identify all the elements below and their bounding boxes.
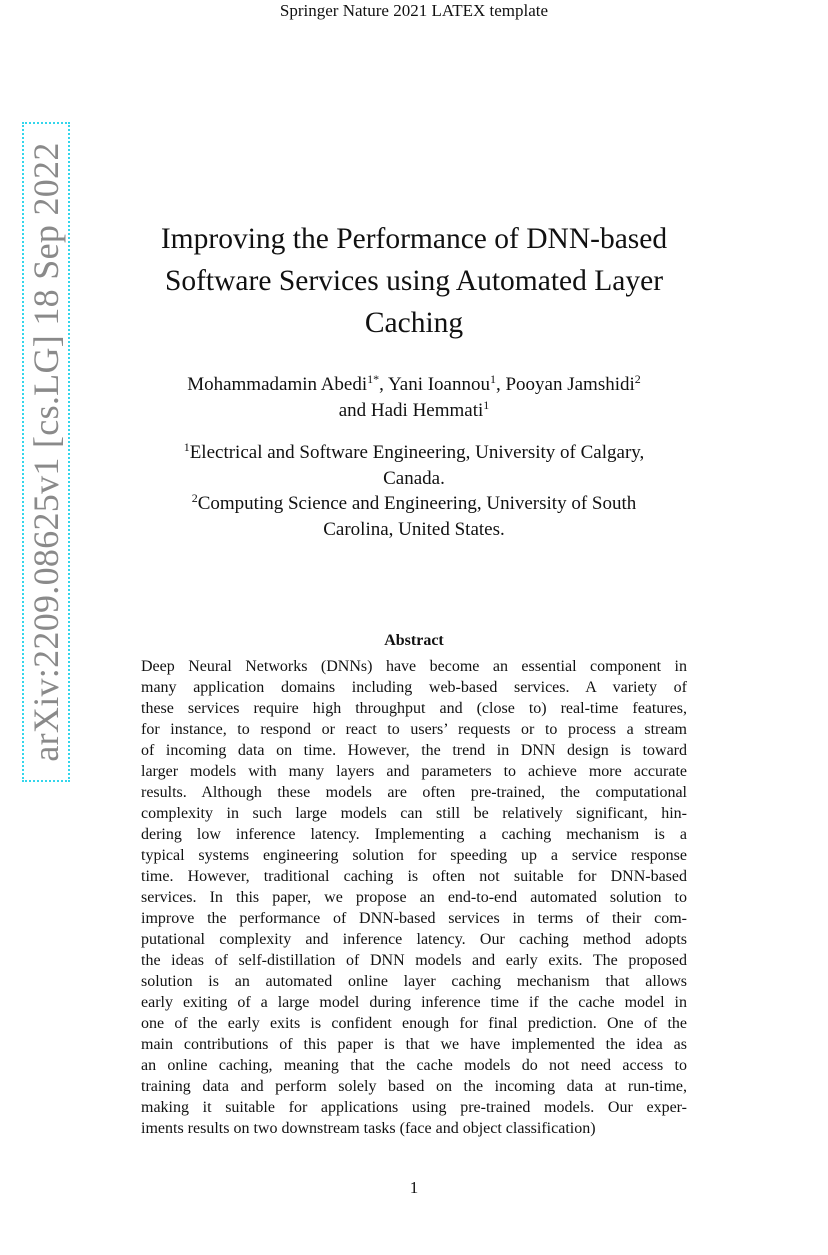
- abstract-line: complexity in such large models can still be relatively significant, hin-: [141, 805, 687, 822]
- affiliation-text: Electrical and Software Engineering, University of Calgary,: [189, 442, 645, 463]
- abstract-line: many application domains including web-based services. A variety of: [141, 679, 687, 696]
- paper-title: [110, 218, 718, 344]
- abstract-line: dering low inference latency. Implementing a caching mechanism is a: [141, 826, 687, 843]
- abstract-line: for instance, to respond or react to users’ requests or to process a stream: [141, 721, 687, 738]
- affiliation-text: Computing Science and Engineering, University of South: [197, 493, 637, 514]
- abstract-line: training data and perform solely based on the incoming data at run-time,: [141, 1078, 687, 1095]
- abstract-line: of incoming data on time. However, the trend in DNN design is toward: [141, 742, 687, 759]
- abstract-line: the ideas of self-distillation of DNN models and early exits. The proposed: [141, 952, 687, 969]
- author-affiliation-mark: 1: [483, 398, 490, 412]
- affiliation-line: [120, 440, 708, 466]
- arxiv-identifier: arXiv:2209.08625v1 [cs.LG] 18 Sep 2022: [26, 142, 66, 762]
- abstract-line: main contributions of this paper is that we have implemented the idea as: [141, 1036, 687, 1053]
- abstract-line: making it suitable for applications using pre-trained models. Our exper-: [141, 1099, 687, 1116]
- author-line: [100, 372, 728, 398]
- author-name: Mohammadamin Abedi: [187, 374, 368, 395]
- abstract-line: larger models with many layers and parameters to achieve more accurate: [141, 763, 687, 780]
- abstract-line: improve the performance of DNN-based services in terms of their com-: [141, 910, 687, 927]
- author-line: [100, 398, 728, 424]
- author-name: Yani Ioannou: [387, 374, 490, 395]
- abstract-line: Deep Neural Networks (DNNs) have become an essential component in: [141, 658, 687, 675]
- abstract-line: results. Although these models are often pre-trained, the computational: [141, 784, 687, 801]
- affiliation-mark: 1: [183, 440, 190, 454]
- abstract-heading: Abstract: [384, 632, 444, 649]
- page-number: 1: [409, 1178, 419, 1197]
- author-separator: ,: [495, 374, 506, 395]
- abstract-line: typical systems engineering solution for speeding up a service response: [141, 847, 687, 864]
- abstract-line: iments results on two downstream tasks (face and object classification): [141, 1120, 596, 1137]
- abstract-line: services. In this paper, we propose an end-to-end automated solution to: [141, 889, 687, 906]
- abstract-line: these services require high throughput and (close to) real-time features,: [141, 700, 687, 717]
- affiliation-line: Canada.: [383, 467, 445, 489]
- abstract-line: one of the early exits is confident enough for final prediction. One of the: [141, 1015, 687, 1032]
- affiliation-line: Carolina, United States.: [323, 518, 505, 540]
- author-affiliation-mark: 1: [489, 372, 496, 386]
- author-separator: ,: [379, 374, 388, 395]
- author-affiliation-mark: 2: [634, 372, 641, 386]
- running-header: Springer Nature 2021 LATEX template: [279, 1, 549, 20]
- author-name: Pooyan Jamshidi: [505, 374, 635, 395]
- affiliation-mark: 2: [191, 491, 198, 505]
- title-line: Caching: [364, 307, 464, 339]
- abstract-line: solution is an automated online layer caching mechanism that allows: [141, 973, 687, 990]
- author-list: [100, 372, 728, 424]
- affiliation-list: [120, 440, 708, 542]
- title-line: Improving the Performance of DNN-based: [160, 223, 668, 255]
- title-line: Software Services using Automated Layer: [164, 265, 664, 297]
- affiliation-line: [120, 491, 708, 517]
- abstract-line: early exiting of a large model during inference time if the cache model in: [141, 994, 687, 1011]
- author-name: and Hadi Hemmati: [338, 400, 484, 421]
- abstract-line: time. However, traditional caching is often not suitable for DNN-based: [141, 868, 687, 885]
- abstract-line: putational complexity and inference latency. Our caching method adopts: [141, 931, 687, 948]
- abstract-body: [141, 656, 687, 1139]
- abstract-line: an online caching, meaning that the cache models do not need access to: [141, 1057, 687, 1074]
- author-affiliation-mark: 1*: [367, 372, 380, 386]
